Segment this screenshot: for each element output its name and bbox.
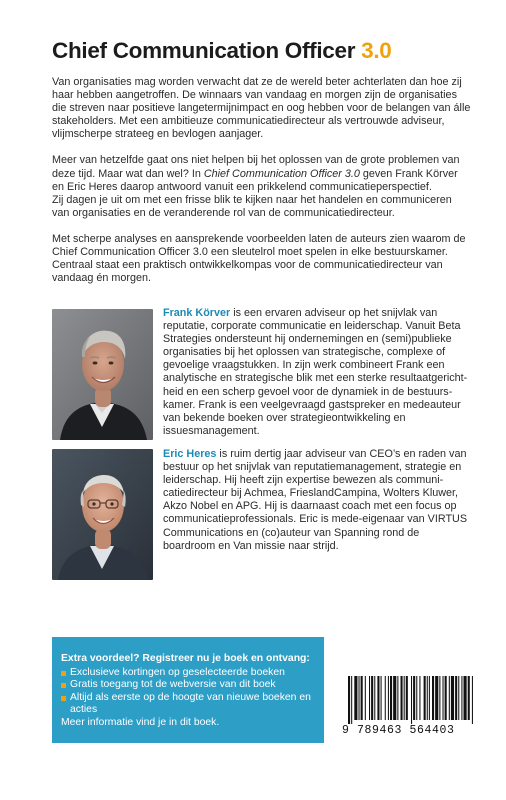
promo-box <box>52 637 324 743</box>
barcode-bar <box>445 676 447 720</box>
author-photo-eric <box>52 449 153 580</box>
square-bullet-icon <box>61 696 66 701</box>
author-name-frank: Frank Körver <box>163 307 231 319</box>
barcode-bar <box>348 676 350 724</box>
author-bio-text-eric: is ruim dertig jaar adviseur van CEO’s en raden van bestuur op het snijvlak van reputatiemanagement, strategie en leiderschap. Hij heeft zijn expertise bewezen als communi-catiedirecteur bij Achmea, FrieslandCampina, Wolters Kluwer, Akzo Nobel en APG. Hij is daarnaast coach met een focus op communicatieprofessionals. Eric is mede-eigenaar van VIRTUS Communications en (co)auteur van Spanning rond de boardroom en Van missie naar strijd. <box>163 448 468 552</box>
promo-item <box>61 692 316 717</box>
intro-p2-italic: Chief Communication Officer 3.0 <box>203 167 360 180</box>
author-bio-eric <box>163 448 473 553</box>
barcode-bar <box>443 676 444 720</box>
intro-paragraph-1: Van organisaties mag worden verwacht dat ze de wereld beter achterlaten dan hoe zij haar hebben aangetroffen. De winnaars van vandaag en morgen zijn de organisaties die streven naar positieve langetermijnimpact en oog hebben voor de belangen van álle stakeholders. Met een ambitieuze communicatiedirecteur als vertrouwde adviseur, vlijmscherpe strateeg en bevlogen aanjager. <box>52 76 471 141</box>
barcode-bar <box>472 676 473 724</box>
intro-text <box>52 76 472 298</box>
barcode-bar <box>361 676 363 720</box>
promo-item-text: Gratis toegang tot de webversie van dit boek <box>70 679 276 691</box>
promo-item <box>61 667 316 680</box>
barcode-bar <box>371 676 373 720</box>
barcode-bar <box>424 676 426 720</box>
promo-item-text: Altijd als eerste op de hoogte van nieuwe boeken en acties <box>70 691 311 716</box>
author-name-eric: Eric Heres <box>163 448 217 460</box>
barcode-bar <box>449 676 450 720</box>
barcode-bar <box>404 676 405 720</box>
barcode-bar <box>464 676 467 720</box>
barcode-bar <box>427 676 428 720</box>
promo-list <box>61 667 316 717</box>
barcode-bar <box>416 676 417 720</box>
barcode-bar <box>413 676 415 720</box>
barcode-bar <box>458 676 459 720</box>
book-title <box>52 38 392 64</box>
title-version: 3.0 <box>361 38 392 63</box>
barcode-bar <box>354 676 357 720</box>
barcode-bar <box>439 676 440 720</box>
intro-p2-start: Meer van hetzelfde gaat ons niet helpen bij het oplossen van de grote problemen van deze tijd. Maar wat dan wel? In <box>52 154 460 180</box>
barcode-bar <box>461 676 462 720</box>
barcode-bar <box>429 676 430 720</box>
barcode-bar <box>397 676 398 720</box>
square-bullet-icon <box>61 683 66 688</box>
intro-paragraph-2 <box>52 154 472 193</box>
barcode-bar <box>468 676 470 720</box>
intro-paragraph-3: Zij dagen je uit om met een frisse blik te kijken naar het handelen en communiceren van organisaties en de veranderende rol van de communicatiedirecteur. <box>52 193 452 219</box>
barcode-bar <box>377 676 379 720</box>
author-bio-text-frank: is een ervaren adviseur op het snijvlak van reputatie, corporate communicatie en leiderschap. Vanuit Beta Strategies ondersteunt hij ondernemingen en (semi)publieke organisaties bij het oplossen van strategische, complexe of gevoelige vraagstukken. In zijn werk combineert Frank een analytische en strategische blik met een sterke resultaatgericht-heid en een scherp gevoel voor de dynamiek in de bestuurs-kamer. Frank is een veelgevraagd gastspreker en medeauteur van bekende boeken over strategieontwikkeling en issuesmanagement. <box>163 307 468 437</box>
barcode-bar <box>351 676 352 724</box>
promo-heading: Extra voordeel? Registreer nu je boek en ontvang: <box>61 653 310 664</box>
square-bullet-icon <box>61 671 66 676</box>
barcode-bar <box>393 676 396 720</box>
author-bio-frank <box>163 307 473 438</box>
title-main: Chief Communication Officer <box>52 38 356 63</box>
intro-paragraph-4: Met scherpe analyses en aansprekende voorbeelden laten de auteurs zien waarom de Chief Communication Officer 3.0 een sleutelrol moet spelen in elke bestuurskamer. <box>52 232 466 259</box>
promo-item <box>61 679 316 692</box>
barcode-bar <box>435 676 438 720</box>
barcode-bar <box>369 676 370 720</box>
barcode-bar <box>401 676 403 720</box>
barcode-bar <box>419 676 420 720</box>
barcode-bar <box>381 676 382 720</box>
barcode-bar <box>451 676 454 720</box>
intro-paragraph-5: Centraal staat een praktisch ontwikkelkompas voor de communicatiedirecteur van vandaag én morgen. <box>52 259 443 285</box>
barcode-bar <box>374 676 375 720</box>
intro-p2-end: geven Frank Körver en Eric Heres daarop antwoord vanuit een prikkelend communicatieperspectief. <box>52 167 458 193</box>
promo-footer: Meer informatie vind je in dit boek. <box>61 716 220 728</box>
barcode-bar <box>411 676 412 724</box>
barcode-bar <box>455 676 457 720</box>
barcode-bar <box>385 676 386 720</box>
promo-item-text: Exclusieve kortingen op geselecteerde boeken <box>70 666 285 678</box>
barcode-bar <box>365 676 366 720</box>
barcode-bar <box>390 676 392 720</box>
barcode-bar <box>359 676 360 720</box>
barcode-bar <box>432 676 434 720</box>
author-photo-frank <box>52 309 153 440</box>
isbn-number: 9 789463 564403 <box>342 724 455 737</box>
barcode-bar <box>388 676 389 720</box>
barcode-bar <box>406 676 408 720</box>
